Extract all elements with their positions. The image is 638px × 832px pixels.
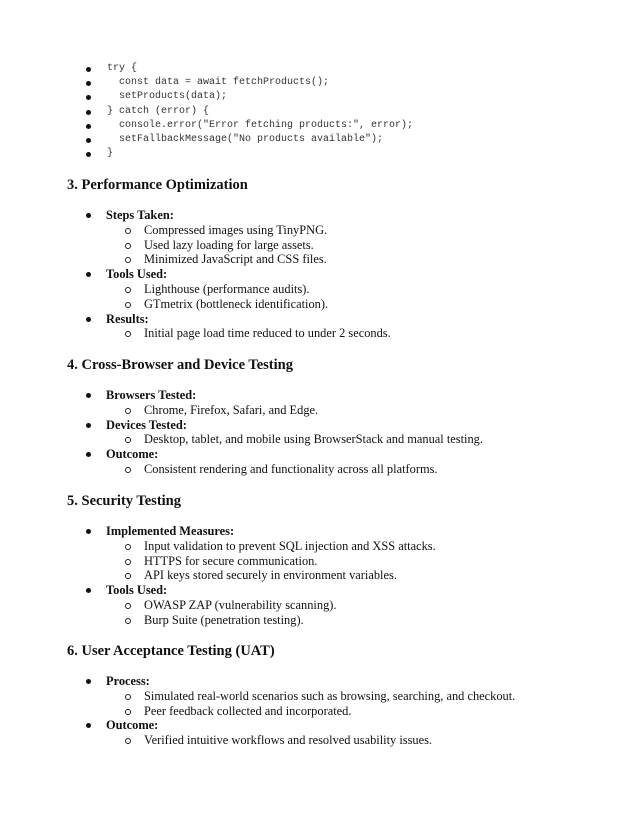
list-item: [86, 718, 616, 733]
circle-bullet-icon: [125, 408, 131, 414]
sub-list-item: [86, 598, 616, 613]
code-line: [86, 76, 606, 90]
sub-list-item: [86, 613, 616, 628]
code-line: [86, 90, 606, 104]
group-label: Tools Used:: [106, 267, 168, 282]
sub-list-item: [86, 554, 616, 569]
circle-bullet-icon: [125, 287, 131, 293]
circle-bullet-icon: [125, 603, 131, 609]
sub-list-item: [86, 297, 616, 312]
code-text: } catch (error) {: [107, 105, 210, 117]
sub-list-item: [86, 689, 616, 704]
code-text: try {: [107, 63, 138, 74]
code-text: }: [107, 148, 114, 160]
item-text: OWASP ZAP (vulnerability scanning).: [144, 597, 337, 612]
group-label: Browsers Tested:: [106, 388, 197, 402]
code-line: [86, 105, 606, 119]
circle-bullet-icon: [125, 257, 131, 263]
group-label: Steps Taken:: [106, 208, 174, 222]
sub-list-item: [86, 403, 616, 418]
item-text: Simulated real-world scenarios such as browsing, searching, and checkout.: [144, 688, 516, 703]
list-item: [86, 208, 616, 223]
circle-bullet-icon: [125, 573, 131, 579]
code-line: [86, 133, 606, 147]
bullet-icon: [86, 67, 91, 72]
circle-bullet-icon: [125, 694, 131, 700]
circle-bullet-icon: [125, 738, 131, 744]
code-snippet-list: [86, 62, 606, 161]
circle-bullet-icon: [125, 228, 131, 234]
item-text: Chrome, Firefox, Safari, and Edge.: [144, 402, 319, 417]
group-label: Outcome:: [106, 718, 159, 733]
list-item: [86, 447, 616, 462]
bullet-icon: [86, 138, 91, 143]
sub-list-item: [86, 326, 616, 341]
bullet-icon: [86, 452, 91, 457]
item-text: Verified intuitive workflows and resolved usability issues.: [144, 733, 433, 748]
item-text: Burp Suite (penetration testing).: [144, 612, 304, 627]
item-text: Desktop, tablet, and mobile using BrowserStack and manual testing.: [144, 432, 483, 447]
item-text: Initial page load time reduced to under 2 seconds.: [144, 326, 391, 341]
item-text: Compressed images using TinyPNG.: [144, 222, 328, 237]
sub-list-item: [86, 462, 616, 477]
bullet-icon: [86, 423, 91, 428]
sub-list-item: [86, 282, 616, 297]
bullet-icon: [86, 679, 91, 684]
sub-list-item: [86, 539, 616, 554]
circle-bullet-icon: [125, 243, 131, 249]
code-line: [86, 147, 606, 161]
group-label: Results:: [106, 311, 149, 326]
section-heading-cross-browser: 4. Cross-Browser and Device Testing: [67, 357, 293, 373]
item-text: Input validation to prevent SQL injection and XSS attacks.: [144, 538, 436, 553]
sub-list-item: [86, 238, 616, 253]
sub-list-item: [86, 704, 616, 719]
section-cross-browser-list: [86, 388, 616, 477]
bullet-icon: [86, 588, 91, 593]
section-heading-security: 5. Security Testing: [67, 493, 181, 509]
circle-bullet-icon: [125, 467, 131, 473]
group-label: Tools Used:: [106, 583, 168, 598]
section-security-list: [86, 524, 616, 628]
bullet-icon: [86, 124, 91, 129]
sub-list-item: [86, 223, 616, 238]
bullet-icon: [86, 81, 91, 86]
bullet-icon: [86, 110, 91, 115]
list-item: [86, 674, 616, 689]
item-text: HTTPS for secure communication.: [144, 553, 318, 568]
item-text: Minimized JavaScript and CSS files.: [144, 252, 327, 267]
item-text: Consistent rendering and functionality across all platforms.: [144, 461, 438, 476]
group-label: Process:: [106, 674, 150, 688]
code-text: setFallbackMessage("No products available");: [119, 133, 384, 145]
list-item: [86, 388, 616, 403]
group-label: Implemented Measures:: [106, 524, 235, 538]
circle-bullet-icon: [125, 618, 131, 624]
item-text: Lighthouse (performance audits).: [144, 281, 310, 296]
code-line: [86, 62, 606, 76]
code-text: setProducts(data);: [119, 91, 228, 103]
sub-list-item: [86, 252, 616, 267]
list-item: [86, 524, 616, 539]
list-item: [86, 267, 616, 282]
item-text: Used lazy loading for large assets.: [144, 237, 314, 252]
list-item: [86, 418, 616, 433]
circle-bullet-icon: [125, 437, 131, 443]
group-label: Outcome:: [106, 447, 159, 462]
bullet-icon: [86, 152, 91, 157]
bullet-icon: [86, 393, 91, 398]
circle-bullet-icon: [125, 559, 131, 565]
bullet-icon: [86, 317, 91, 322]
bullet-icon: [86, 95, 91, 100]
section-performance-list: [86, 208, 616, 341]
sub-list-item: [86, 733, 616, 748]
item-text: Peer feedback collected and incorporated.: [144, 703, 352, 718]
list-item: [86, 312, 616, 327]
section-uat-list: [86, 674, 616, 748]
group-label: Devices Tested:: [106, 417, 187, 432]
sub-list-item: [86, 568, 616, 583]
bullet-icon: [86, 213, 91, 218]
item-text: GTmetrix (bottleneck identification).: [144, 296, 329, 311]
section-heading-uat: 6. User Acceptance Testing (UAT): [67, 643, 275, 659]
list-item: [86, 583, 616, 598]
bullet-icon: [86, 529, 91, 534]
bullet-icon: [86, 723, 91, 728]
bullet-icon: [86, 272, 91, 277]
code-line: [86, 119, 606, 133]
circle-bullet-icon: [125, 302, 131, 308]
circle-bullet-icon: [125, 544, 131, 550]
circle-bullet-icon: [125, 331, 131, 337]
circle-bullet-icon: [125, 709, 131, 715]
section-heading-performance: 3. Performance Optimization: [67, 177, 248, 193]
code-text: const data = await fetchProducts();: [119, 77, 330, 89]
code-text: console.error("Error fetching products:", error);: [119, 119, 414, 131]
sub-list-item: [86, 432, 616, 447]
item-text: API keys stored securely in environment variables.: [144, 568, 397, 583]
